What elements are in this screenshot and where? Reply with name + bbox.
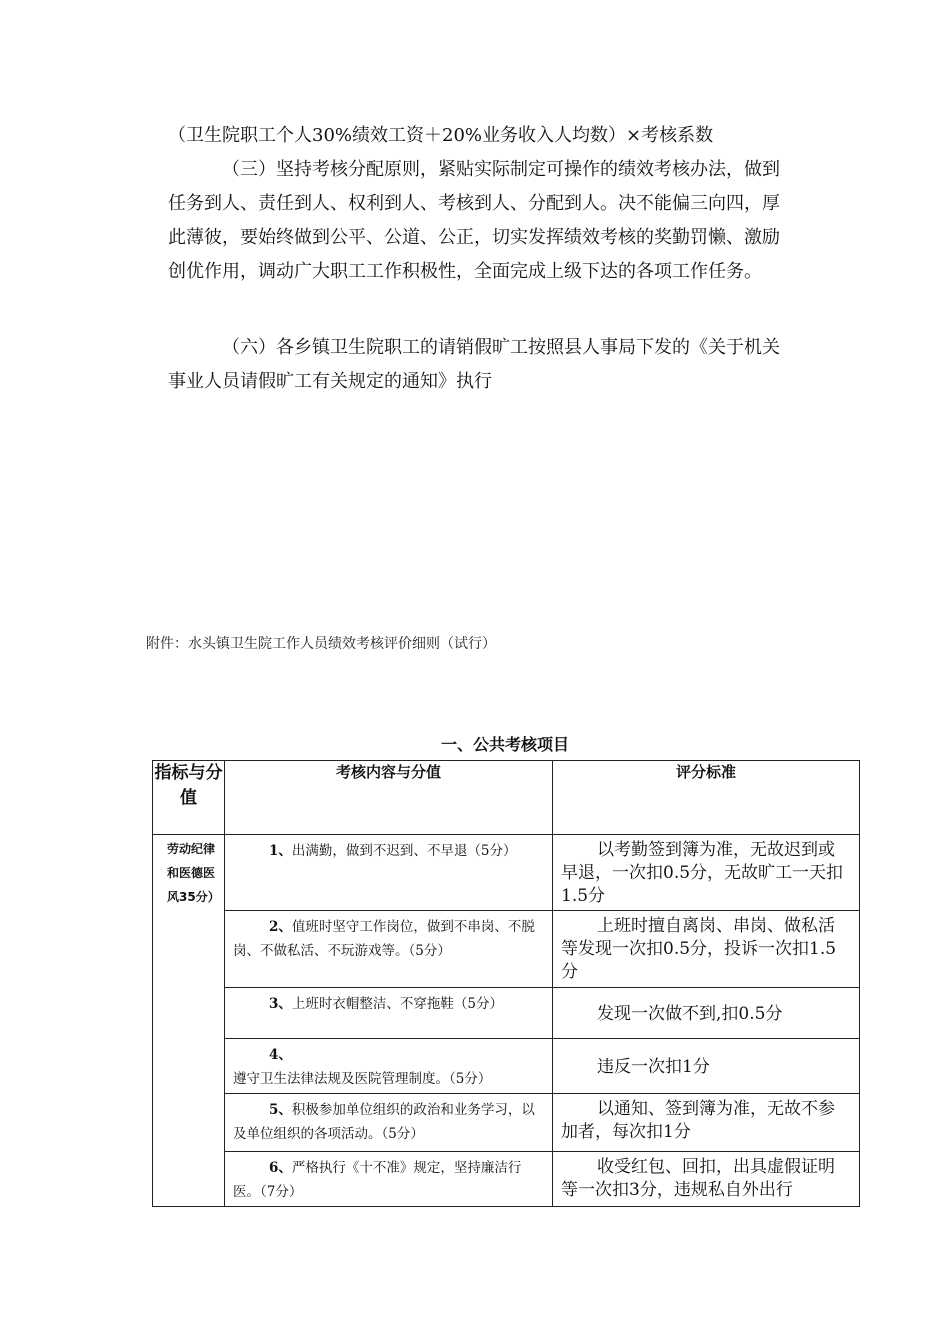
table-row <box>153 911 860 988</box>
table-row <box>153 1039 860 1094</box>
score-cell <box>553 988 860 1039</box>
item-content: 严格执行《十不准》规定，坚持廉洁行医。（7分） <box>233 1160 522 1200</box>
content-cell <box>225 1094 553 1152</box>
score-cell <box>553 835 860 911</box>
item-number: 2、 <box>269 919 292 935</box>
table-title: 一、公共考核项目 <box>440 735 569 754</box>
item-number: 4、 <box>269 1047 292 1063</box>
assessment-table <box>152 760 860 1207</box>
score-cell <box>553 1039 860 1094</box>
header-content: 考核内容与分值 <box>225 761 553 835</box>
item-number: 5、 <box>269 1102 292 1118</box>
leave-policy-paragraph: （六）各乡镇卫生院职工的请销假旷工按照县人事局下发的《关于机关事业人员请假旷工有关规定的通知》执行 <box>168 337 780 392</box>
category-cell: 劳动纪律和医德医风35分） <box>153 835 225 1207</box>
score-cell <box>553 911 860 988</box>
score-cell <box>553 1094 860 1152</box>
table-row <box>153 988 860 1039</box>
content-cell <box>225 988 553 1039</box>
score-text: 违反一次扣1分 <box>597 1056 710 1077</box>
score-cell <box>553 1152 860 1207</box>
principle-paragraph: （三）坚持考核分配原则，紧贴实际制定可操作的绩效考核办法，做到任务到人、责任到人、权利到人、考核到人、分配到人。决不能偏三向四，厚此薄彼，要始终做到公平、公道、公正，切实发挥绩效考核的奖勤罚懒、激励创优作用，调动广大职工工作积极性，全面完成上级下达的各项工作任务。 <box>168 159 780 282</box>
score-text: 收受红包、回扣，出具虚假证明等一次扣3分，违规私自外出行 <box>561 1157 835 1200</box>
content-cell <box>225 1039 553 1094</box>
content-cell <box>225 911 553 988</box>
item-number: 3、 <box>269 996 292 1012</box>
table-row <box>153 835 860 911</box>
item-content: 遵守卫生法律法规及医院管理制度。（5分） <box>233 1071 492 1087</box>
score-text: 上班时擅自离岗、串岗、做私活等发现一次扣0.5分，投诉一次扣1.5分 <box>561 916 837 982</box>
content-cell <box>225 1152 553 1207</box>
attachment-note: 附件：水头镇卫生院工作人员绩效考核评价细则（试行） <box>146 636 496 652</box>
header-standard: 评分标准 <box>553 761 860 835</box>
item-content: 出满勤，做到不迟到、不早退（5分） <box>291 843 517 859</box>
table-header-row <box>153 761 860 835</box>
content-cell <box>225 835 553 911</box>
score-text: 以考勤签到簿为准，无故迟到或早退，一次扣0.5分，无故旷工一天扣1.5分 <box>561 840 844 906</box>
item-number: 6、 <box>269 1160 292 1176</box>
item-content: 值班时坚守工作岗位，做到不串岗、不脱岗、不做私活、不玩游戏等。（5分） <box>233 919 535 959</box>
score-text: 发现一次做不到,扣0.5分 <box>597 1003 783 1024</box>
table-row <box>153 1094 860 1152</box>
formula-paragraph: （卫生院职工个人30%绩效工资＋20%业务收入人均数）×考核系数 <box>168 125 714 146</box>
item-content: 积极参加单位组织的政治和业务学习，以及单位组织的各项活动。（5分） <box>233 1102 535 1142</box>
score-text: 以通知、签到簿为准，无故不参加者，每次扣1分 <box>561 1099 835 1142</box>
item-content: 上班时衣帽整洁、不穿拖鞋（5分） <box>291 996 503 1012</box>
item-number: 1、 <box>269 843 292 859</box>
header-indicator: 指标与分值 <box>153 761 225 835</box>
table-row <box>153 1152 860 1207</box>
